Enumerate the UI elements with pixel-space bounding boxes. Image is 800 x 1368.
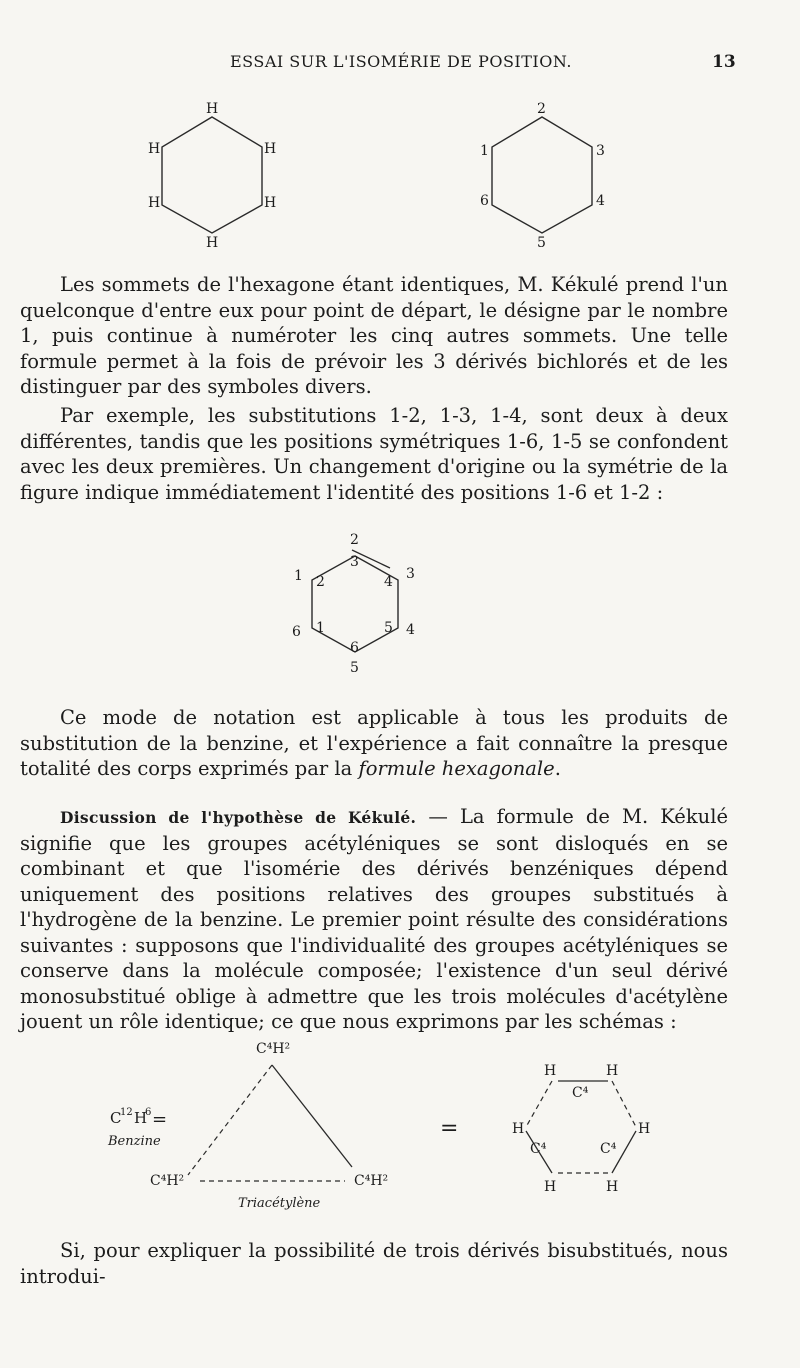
hexagon-figure-numbered [470,95,630,255]
paragraph-text: Ce mode de notation est applicable à tous les produits de substitution de la benzine, et l'expérience a fait connaître la presque totalité des corps exprimés par la [20,706,728,780]
paragraph-end: . [554,757,561,780]
vertex-label: H [206,101,219,117]
formula-sup: 12 [120,1107,133,1118]
vertex-number: 1 [480,143,489,159]
running-title: ESSAI SUR L'ISOMÉRIE DE POSITION. [230,52,572,71]
paragraph-text: — La formule de M. Kékulé signifie que les groupes acétyléniques se sont disloqués en se combinant et que l'isomérie des dérivés benzéniques dépend uniquement des positions relatives des groupes substitués à l'hydrogène de la benzine. Le premier point résulte des considérations suivantes : supposons que l'individualité des groupes acétyléniques se conserve dans la molécule composée; l'existence d'un seul dérivé monosubstitué oblige à admettre que les trois molécules d'acétylène jouent un rôle identique; ce que nous exprimons par les schémas : [20,805,729,1033]
outer-number: 3 [406,566,415,582]
inner-number: 1 [316,620,325,636]
hexagon-outline [162,117,262,233]
hex-edge-upper-right [612,1081,636,1127]
equals-sign: = [440,1116,459,1141]
outer-number: 1 [294,568,303,584]
paragraph: Par exemple, les substitutions 1-2, 1-3, 1-4, sont deux à deux différentes, tandis que les positions symétriques 1-6, 1-5 se confondent avec les deux premières. Un changement d'origine ou la symétrie de la figure indique immédiatement l'identité des positions 1-6 et 1-2 : [20,404,728,504]
vertex-label: H [264,141,277,157]
triangle-edge-right [272,1065,352,1167]
inner-number: 5 [384,620,393,636]
triacetylene-scheme [100,1035,700,1215]
triangle-edge-left [188,1065,272,1175]
apex-label: C⁴H² [256,1041,291,1057]
hexagon-outline [492,117,592,233]
paragraph-discussion [20,804,728,1035]
triangle-caption: Triacétylène [238,1196,321,1211]
formula-equals: = [152,1109,168,1130]
vertex-label: H [148,141,161,157]
hex-c-label: C⁴ [600,1141,617,1157]
formula-c: C [110,1109,122,1127]
inner-number: 6 [350,640,359,656]
paragraph: Les sommets de l'hexagone étant identiques, M. Kékulé prend l'un quelconque d'entre eux pour point de départ, le désigne par le nombre 1, puis continue à numéroter les cinq autres sommets. Une telle formule permet à la fois de prévoir les 3 dérivés bichlorés et de les distinguer par des symboles divers. [20,273,728,398]
emphasis-text: formule hexagonale [358,757,555,780]
hexagon-figure-hydrogen [140,95,300,255]
hex-h-label: H [638,1121,651,1137]
vertex-number: 4 [596,193,605,209]
vertex-number: 2 [537,101,546,117]
right-vertex-label: C⁴H² [354,1173,389,1189]
hex-h-label: H [606,1063,619,1079]
outer-number: 6 [292,624,301,640]
formula-sup: 6 [145,1107,152,1118]
vertex-label: H [148,195,161,211]
hex-h-label: H [544,1179,557,1195]
hexagon-figure-double-numbering [280,528,440,678]
vertex-label: H [264,195,277,211]
inner-number: 4 [384,574,393,590]
vertex-number: 5 [537,235,546,251]
hex-edge-upper-left [526,1081,552,1127]
paragraph: Si, pour expliquer la possibilité de trois dérivés bisubstitués, nous introdui- [20,1239,728,1288]
hex-c-label: C⁴ [530,1141,547,1157]
vertex-number: 3 [596,143,605,159]
hex-h-label: H [606,1179,619,1195]
hexagon-outline [312,556,398,652]
page-number: 13 [712,52,736,72]
vertex-number: 6 [480,193,489,209]
section-label: Discussion de l'hypothèse de Kékulé. [60,808,417,827]
benzine-label: Benzine [108,1134,161,1149]
formula-h: H [134,1109,148,1127]
inner-number: 3 [350,554,359,570]
outer-number: 5 [350,660,359,676]
left-vertex-label: C⁴H² [150,1173,185,1189]
outer-number: 4 [406,622,415,638]
vertex-label: H [206,235,219,251]
outer-number: 2 [350,532,359,548]
hex-c-label: C⁴ [572,1085,589,1101]
paragraph [20,705,728,782]
hex-h-label: H [544,1063,557,1079]
inner-number: 2 [316,574,325,590]
hex-h-label: H [512,1121,525,1137]
